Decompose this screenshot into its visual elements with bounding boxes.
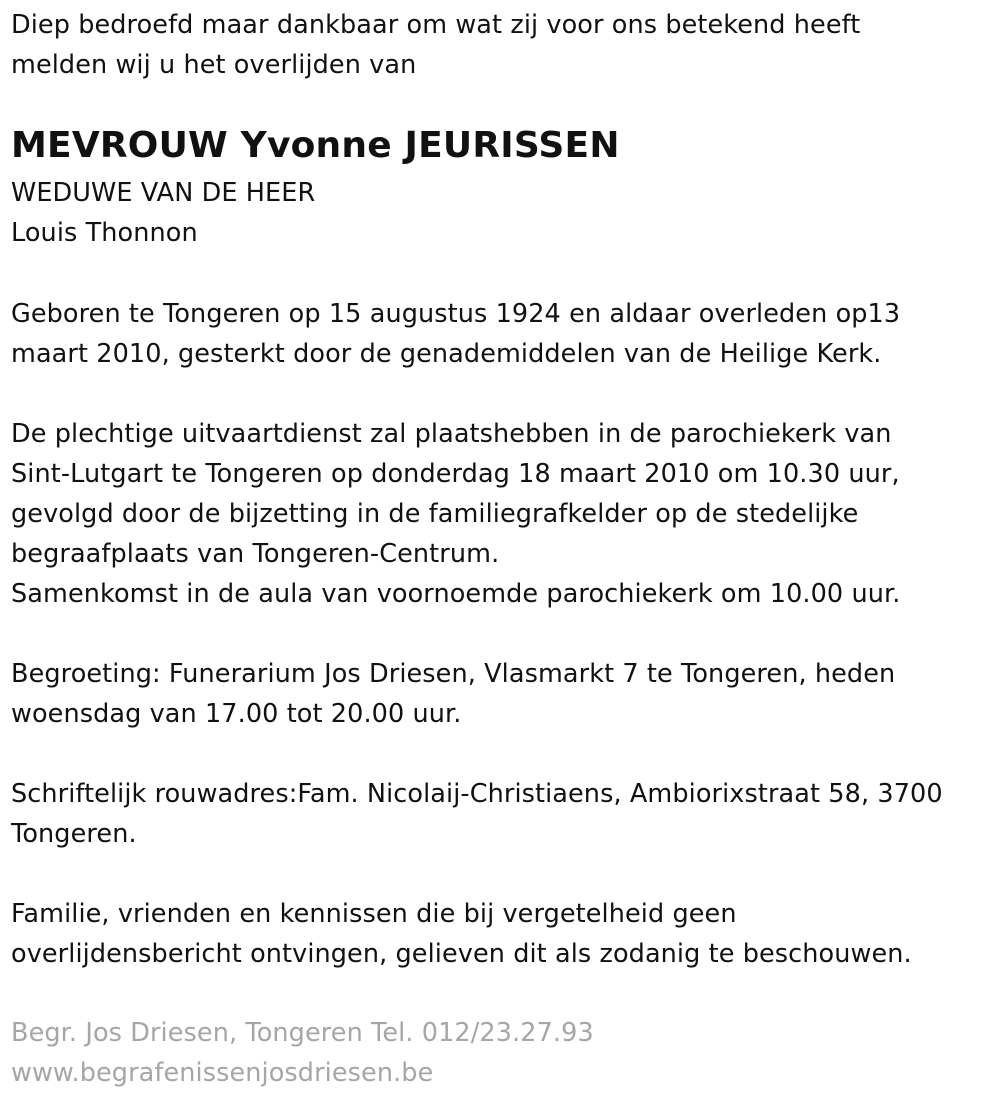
visitation-paragraph	[11, 654, 986, 734]
visitation-line: Begroeting: Funerarium Jos Driesen, Vlasmarkt 7 te Tongeren, heden	[11, 659, 896, 689]
service-line: gevolgd door de bijzetting in de familiegrafkelder op de stedelijke	[11, 499, 859, 529]
visitation-line: woensdag van 17.00 tot 20.00 uur.	[11, 699, 462, 729]
funeral-service-paragraph	[11, 414, 986, 614]
family-line: Familie, vrienden en kennissen die bij vergetelheid geen	[11, 899, 737, 929]
service-line: De plechtige uitvaartdienst zal plaatshebben in de parochiekerk van	[11, 419, 892, 449]
widow-of	[11, 173, 315, 253]
gathering-line: Samenkomst in de aula van voornoemde parochiekerk om 10.00 uur.	[11, 579, 901, 609]
intro-line: Diep bedroefd maar dankbaar om wat zij voor ons betekend heeft	[11, 10, 861, 40]
deceased-name: MEVROUW Yvonne JEURISSEN	[11, 125, 620, 166]
funeral-home-footer	[11, 1013, 594, 1093]
service-line: Sint-Lutgart te Tongeren op donderdag 18 maart 2010 om 10.30 uur,	[11, 459, 900, 489]
widow-title: WEDUWE VAN DE HEER	[11, 178, 316, 208]
funeral-home-contact: Begr. Jos Driesen, Tongeren Tel. 012/23.27.93	[11, 1018, 594, 1048]
family-line: overlijdensbericht ontvingen, gelieven dit als zodanig te beschouwen.	[11, 939, 912, 969]
birth-death-paragraph	[11, 294, 986, 374]
spouse-name: Louis Thonnon	[11, 218, 198, 248]
address-line: Schriftelijk rouwadres:Fam. Nicolaij-Christiaens, Ambiorixstraat 58, 3700	[11, 779, 943, 809]
birth-line: maart 2010, gesterkt door de genademiddelen van de Heilige Kerk.	[11, 339, 882, 369]
mourning-address-paragraph	[11, 774, 986, 854]
funeral-home-website-link[interactable]: www.begrafenissenjosdriesen.be	[11, 1058, 434, 1088]
family-notice-paragraph	[11, 894, 986, 974]
address-line: Tongeren.	[11, 819, 137, 849]
intro-paragraph	[11, 5, 991, 85]
birth-line: Geboren te Tongeren op 15 augustus 1924 en aldaar overleden op13	[11, 299, 901, 329]
intro-line: melden wij u het overlijden van	[11, 50, 417, 80]
service-line: begraafplaats van Tongeren-Centrum.	[11, 539, 500, 569]
